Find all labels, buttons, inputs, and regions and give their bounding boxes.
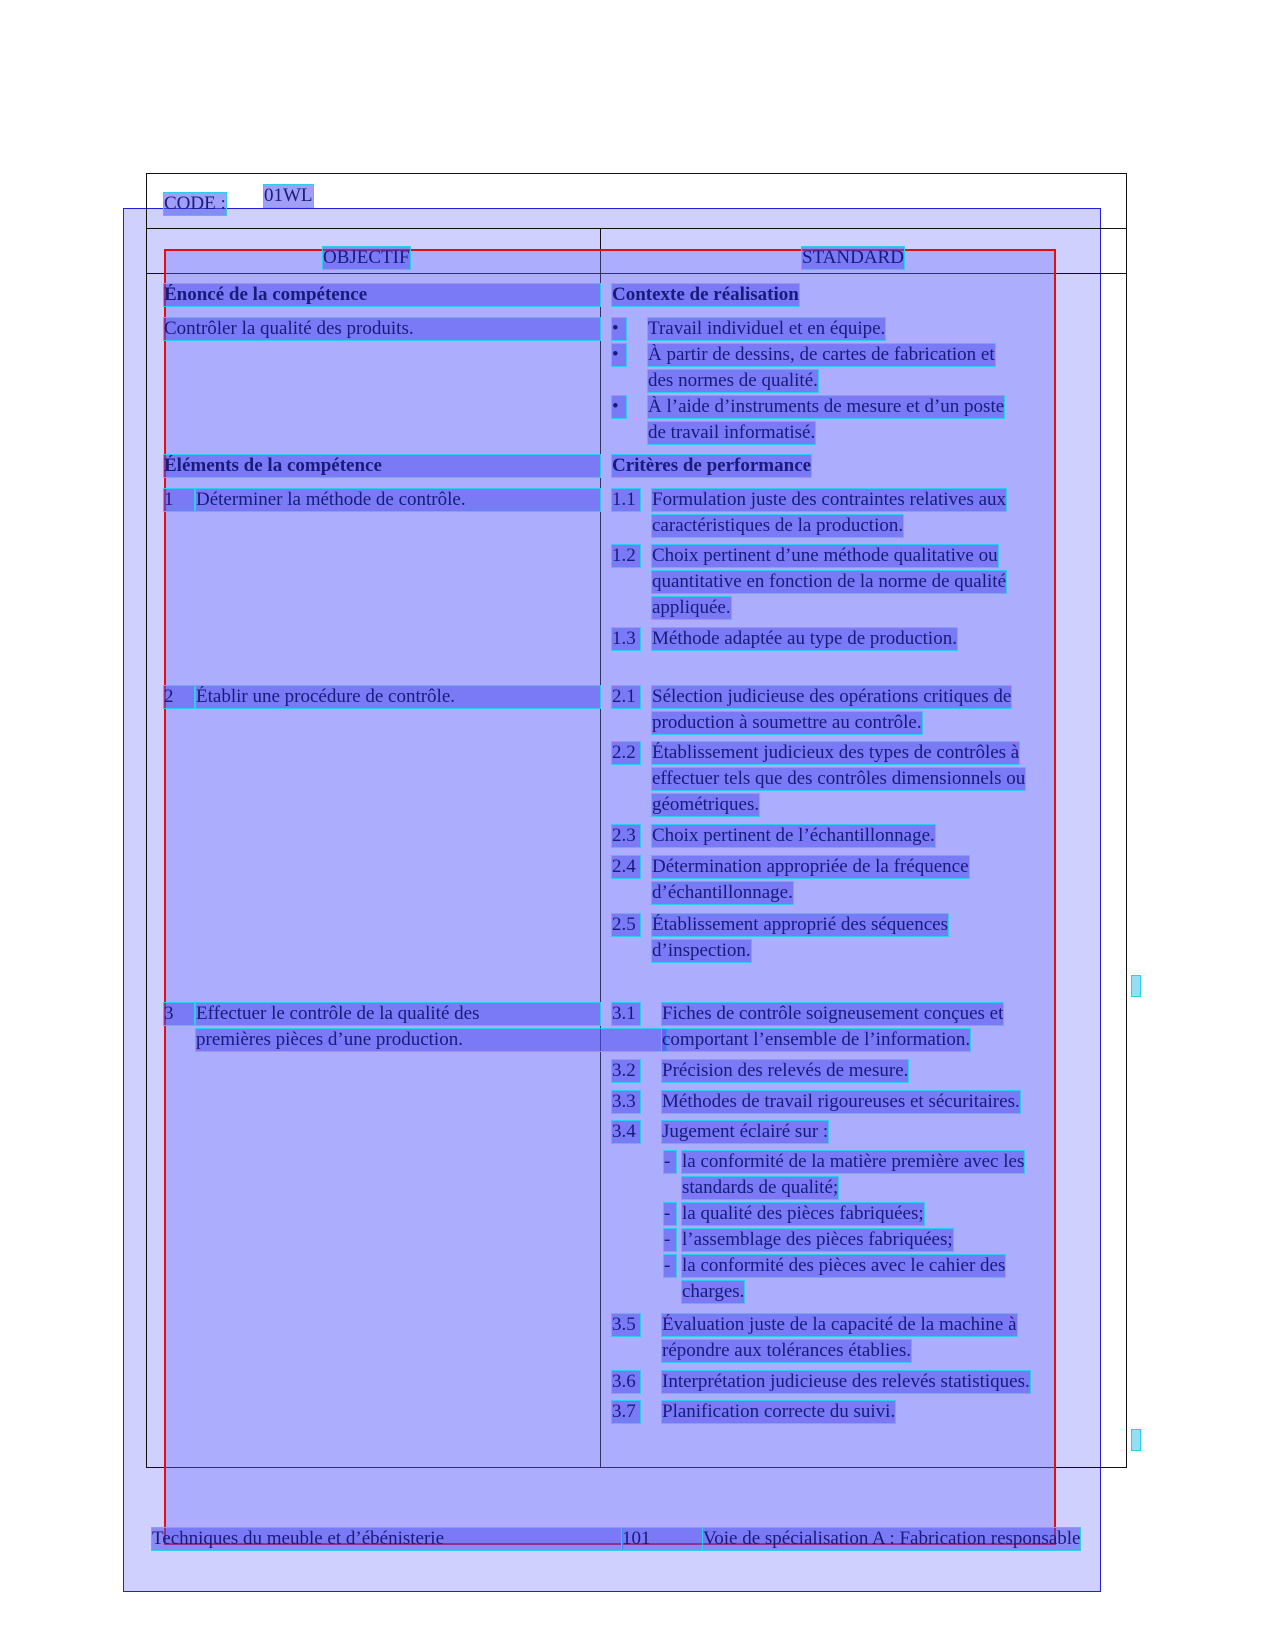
critere-text: comportant l’ensemble de l’information. — [662, 1029, 971, 1050]
element-text: Déterminer la méthode de contrôle. — [196, 489, 600, 511]
sub-item-dash: - — [664, 1151, 676, 1173]
critere-text: Établissement judicieux des types de contrôles à — [652, 742, 1020, 763]
sub-item-text: standards de qualité; — [682, 1177, 839, 1198]
critere-text: Évaluation juste de la capacité de la machine à — [662, 1314, 1017, 1335]
critere-number: 3.5 — [612, 1314, 640, 1336]
contexte-title: Contexte de réalisation — [612, 284, 799, 305]
critere-number: 3.2 — [612, 1060, 640, 1082]
footer-program: Techniques du meuble et d’ébénisterie — [152, 1528, 622, 1550]
critere-text: Établissement approprié des séquences — [652, 914, 948, 935]
element-text: premières pièces d’une production. — [196, 1029, 666, 1051]
critere-text: effectuer tels que des contrôles dimensionnels ou — [652, 768, 1026, 789]
element-number: 1 — [164, 489, 194, 511]
critere-text: Sélection judicieuse des opérations critiques de — [652, 686, 1012, 707]
sub-item-dash: - — [664, 1229, 676, 1251]
overlay-inner-region — [164, 249, 1056, 1545]
sub-item-text: charges. — [682, 1281, 745, 1302]
critere-number: 3.3 — [612, 1091, 640, 1113]
header-standard: STANDARD — [802, 247, 904, 268]
critere-number: 3.4 — [612, 1121, 640, 1143]
elements-title: Éléments de la compétence — [164, 455, 600, 477]
contexte-bullet: • — [612, 396, 626, 418]
critere-number: 1.2 — [612, 545, 640, 567]
margin-marker — [1131, 975, 1141, 997]
critere-text: Planification correcte du suivi. — [662, 1401, 896, 1422]
critere-text: répondre aux tolérances établies. — [662, 1340, 911, 1361]
critere-text: d’échantillonnage. — [652, 882, 793, 903]
critere-text: Jugement éclairé sur : — [662, 1121, 829, 1142]
critere-number: 2.4 — [612, 856, 640, 878]
sub-item-text: la conformité des pièces avec le cahier des — [682, 1255, 1006, 1276]
footer-page-number: 101 — [622, 1528, 702, 1550]
sub-item-dash: - — [664, 1203, 676, 1225]
critere-number: 3.1 — [612, 1003, 640, 1025]
code-label: CODE : — [164, 193, 226, 214]
enonce-text: Contrôler la qualité des produits. — [164, 318, 600, 340]
sub-item-text: la conformité de la matière première avec les — [682, 1151, 1025, 1172]
code-row-divider — [146, 228, 1127, 229]
contexte-item-line: des normes de qualité. — [648, 370, 818, 391]
critere-text: quantitative en fonction de la norme de qualité — [652, 571, 1007, 592]
contexte-item-line: Travail individuel et en équipe. — [648, 318, 886, 339]
critere-text: Formulation juste des contraintes relatives aux — [652, 489, 1007, 510]
sub-item-text: la qualité des pièces fabriquées; — [682, 1203, 924, 1224]
sub-item-text: l’assemblage des pièces fabriquées; — [682, 1229, 953, 1250]
footer-specialisation: Voie de spécialisation A : Fabrication responsable — [703, 1528, 1081, 1549]
margin-marker — [1131, 1429, 1141, 1451]
element-number: 2 — [164, 686, 194, 708]
critere-text: Interprétation judicieuse des relevés statistiques. — [662, 1371, 1030, 1392]
critere-text: Choix pertinent d’une méthode qualitative ou — [652, 545, 998, 566]
critere-number: 1.1 — [612, 489, 640, 511]
critere-text: d’inspection. — [652, 940, 751, 961]
critere-text: production à soumettre au contrôle. — [652, 712, 922, 733]
critere-number: 2.3 — [612, 825, 640, 847]
contexte-bullet: • — [612, 344, 626, 366]
header-objectif: OBJECTIF — [323, 247, 410, 268]
enonce-title: Énoncé de la compétence — [164, 284, 600, 306]
critere-number: 3.6 — [612, 1371, 640, 1393]
critere-text: Méthodes de travail rigoureuses et sécuritaires. — [662, 1091, 1020, 1112]
critere-text: Choix pertinent de l’échantillonnage. — [652, 825, 935, 846]
element-text: Établir une procédure de contrôle. — [196, 686, 600, 708]
critere-number: 3.7 — [612, 1401, 640, 1423]
contexte-item-line: de travail informatisé. — [648, 422, 816, 443]
critere-text: géométriques. — [652, 794, 760, 815]
critere-number: 2.5 — [612, 914, 640, 936]
critere-number: 1.3 — [612, 628, 640, 650]
critere-text: Fiches de contrôle soigneusement conçues et — [662, 1003, 1004, 1024]
code-value: 01WL — [264, 185, 313, 206]
element-number: 3 — [164, 1003, 194, 1025]
critere-text: Méthode adaptée au type de production. — [652, 628, 957, 649]
contexte-bullet: • — [612, 318, 626, 340]
sub-item-dash: - — [664, 1255, 676, 1277]
criteres-title: Critères de performance — [612, 455, 812, 476]
critere-text: caractéristiques de la production. — [652, 515, 904, 536]
contexte-item-line: À l’aide d’instruments de mesure et d’un poste — [648, 396, 1005, 417]
critere-text: Précision des relevés de mesure. — [662, 1060, 909, 1081]
critere-text: appliquée. — [652, 597, 731, 618]
critere-number: 2.1 — [612, 686, 640, 708]
element-text: Effectuer le contrôle de la qualité des — [196, 1003, 600, 1025]
critere-number: 2.2 — [612, 742, 640, 764]
critere-text: Détermination appropriée de la fréquence — [652, 856, 969, 877]
contexte-item-line: À partir de dessins, de cartes de fabrication et — [648, 344, 995, 365]
